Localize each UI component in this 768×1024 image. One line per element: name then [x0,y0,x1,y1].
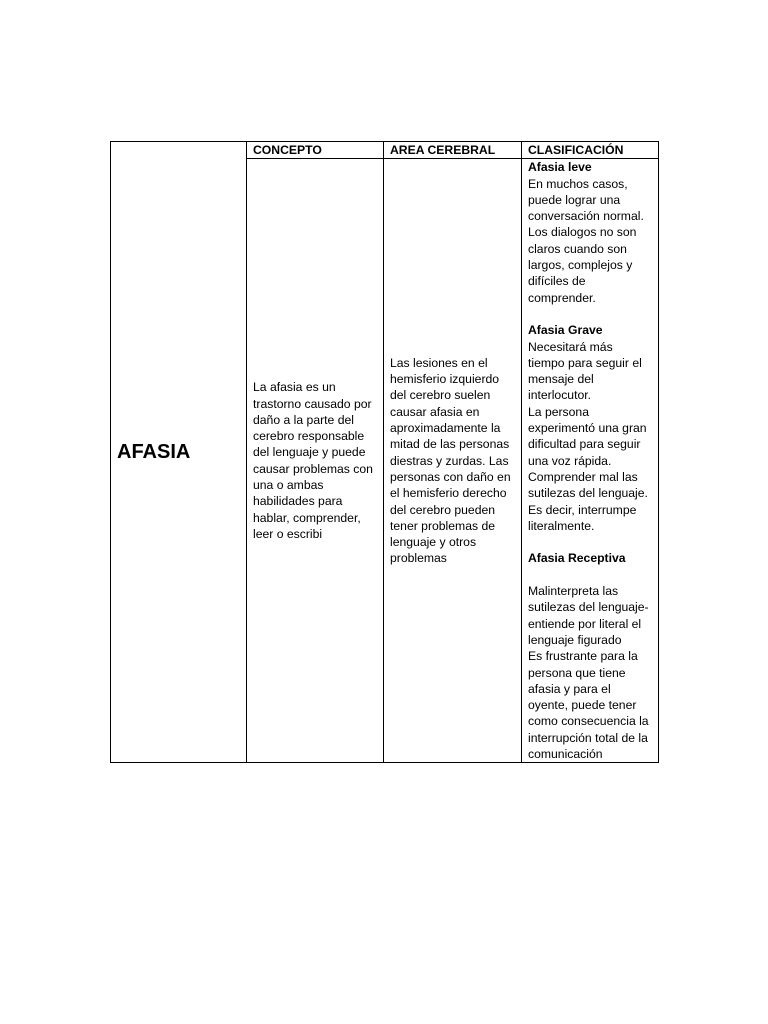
concepto-text: La afasia es un trastorno causado por daño a la parte del cerebro responsable del lenguaje y puede causar problemas con una o ambas habilidades para hablar, comprender, leer o escribi [253,380,373,541]
spacer [528,306,652,322]
header-concepto: CONCEPTO [247,142,384,159]
header-row [111,142,659,159]
afasia-grave-title: Afasia Grave [528,323,603,338]
area-cerebral-text: Las lesiones en el hemisferio izquierdo del cerebro suelen causar afasia en aproximadamente la mitad de las personas diestras y zurdas. Las personas con daño en el hemisferio derecho del cerebro pueden tener problemas de lenguaje y otros problemas [390,355,511,566]
header-area-cerebral: AREA CEREBRAL [384,142,522,159]
spacer [528,567,652,583]
concepto-cell [247,159,384,763]
afasia-leve-title: Afasia leve [528,160,592,175]
table-title: AFASIA [111,142,247,763]
afasia-receptiva-text-1: Malinterpreta las sutilezas del lenguaje-entiende por literal el lenguaje figurado [528,584,649,647]
afasia-leve-text-1: En muchos casos, puede lograr una conversación normal. [528,176,644,224]
afasia-leve-text-2: Los dialogos no son claros cuando son largos, complejos y difíciles de comprender. [528,225,637,305]
afasia-receptiva-text-2: Es frustrante para la persona que tiene afasia y para el oyente, puede tener como consecuencia la interrupción total de la comunicación [528,649,649,761]
clasificacion-cell [522,159,659,763]
afasia-grave-text-3: Comprender mal las sutilezas del lenguaje. Es decir, interrumpe literalmente. [528,469,648,533]
afasia-grave-text-2: La persona experimentó una gran dificultad para seguir una voz rápida. [528,404,647,468]
spacer [528,534,652,550]
afasia-grave-text-1: Necesitará más tiempo para seguir el mensaje del interlocutor. [528,339,642,403]
header-clasificacion: CLASIFICACIÓN [522,142,659,159]
area-cerebral-cell [384,159,522,763]
afasia-receptiva-title: Afasia Receptiva [528,551,626,566]
afasia-table [110,141,659,763]
